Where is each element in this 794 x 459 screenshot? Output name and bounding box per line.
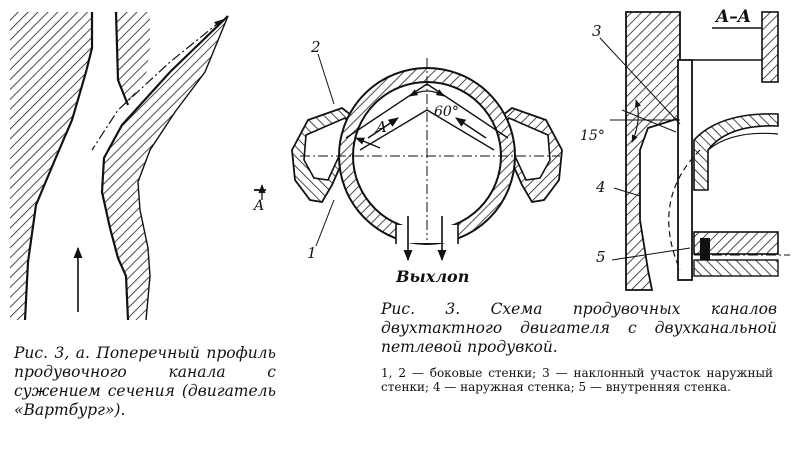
- label-2: 2: [311, 38, 321, 56]
- figure-3-section: [252, 38, 562, 286]
- label-angle-60: 60°: [434, 104, 459, 120]
- figure-3-legend: 1, 2 — боковые стенки; 3 — наклонный участок наружный стенки; 4 — наружная стенка; 5 — внутренняя стенка.: [381, 366, 773, 394]
- label-exhaust: Выхлоп: [396, 267, 470, 286]
- outer-wall-profile: [10, 12, 92, 320]
- figure-3a-caption: Рис. 3, а. Поперечный профиль продувочного канала с сужением сечения (двигатель «Вартбург»).: [14, 344, 276, 419]
- outer-wall-4: [626, 12, 680, 290]
- label-angle-15: 15°: [580, 128, 605, 144]
- label-4: 4: [596, 178, 606, 196]
- section-title: A–A: [716, 7, 751, 27]
- label-1: 1: [307, 244, 317, 262]
- piston-crown: [694, 114, 778, 190]
- label-section-a-lower: A: [254, 198, 265, 214]
- inclined-wall-3: [678, 60, 692, 280]
- figure-3a-drawing: [10, 12, 228, 320]
- label-3: 3: [592, 22, 602, 40]
- label-5: 5: [596, 248, 606, 266]
- section-a-a-drawing: [580, 7, 790, 290]
- figure-3-caption: Рис. 3. Схема продувочных каналов двухтактного двигателя с двухканальной петлевой продувкой.: [381, 300, 777, 356]
- upper-wall-strip: [116, 12, 150, 105]
- label-section-a: A: [376, 118, 387, 136]
